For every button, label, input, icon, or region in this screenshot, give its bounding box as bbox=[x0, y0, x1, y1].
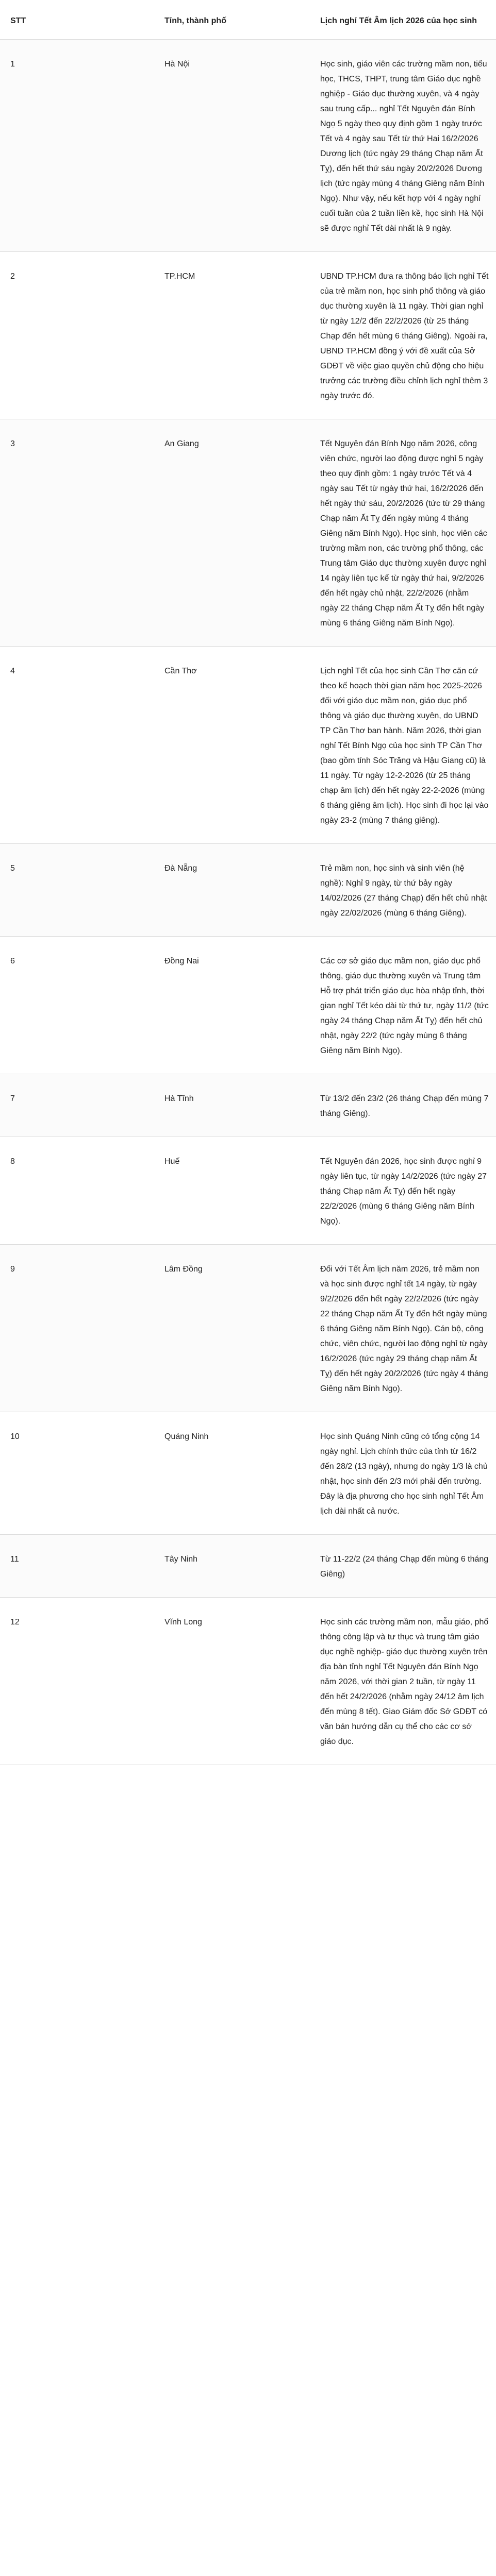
table-row bbox=[0, 844, 496, 937]
table-row bbox=[0, 1137, 496, 1245]
cell-schedule: Học sinh Quảng Ninh cũng có tổng cộng 14 ngày nghỉ. Lịch chính thức của tỉnh từ 16/2 đến 28/2 (13 ngày), nhưng do ngày 1/3 là chủ nhật, học sinh đến 2/3 mới phải đến trường. Đây là địa phương cho học sinh nghỉ Tết Âm lịch dài nhất cả nước. bbox=[308, 1412, 496, 1535]
table-row bbox=[0, 252, 496, 419]
cell-stt: 4 bbox=[0, 647, 154, 844]
cell-province: Cần Thơ bbox=[154, 647, 308, 844]
cell-schedule: Các cơ sở giáo dục mầm non, giáo dục phổ thông, giáo dục thường xuyên và Trung tâm Hỗ trợ phát triển giáo dục hòa nhập tỉnh, thời gian nghỉ Tết kéo dài từ thứ tư, ngày 11/2 (tức ngày 24 tháng Chạp năm Ất Tỵ) đến hết chủ nhật, ngày 22/2 (tức ngày mùng 6 tháng Giêng năm Bính Ngọ). bbox=[308, 937, 496, 1074]
cell-schedule: Tết Nguyên đán Bính Ngọ năm 2026, công viên chức, người lao động được nghỉ 5 ngày theo quy định gồm: 1 ngày trước Tết và 4 ngày sau Tết từ ngày thứ hai, 16/2/2026 đến hết ngày thứ sáu, 20/2/2026 (tức từ 29 tháng Chạp năm Ất Tỵ đến ngày mùng 4 tháng Giêng năm Bính Ngọ). Học sinh, học viên các trường mầm non, các trường phổ thông, các Trung tâm Giáo dục thường xuyên được nghỉ 14 ngày liên tục kể từ ngày thứ hai, 9/2/2026 đến hết ngày chủ nhật, 22/2/2026 (nhằm ngày 22 tháng Chạp năm Ất Tỵ đến hết ngày mùng 6 tháng Giêng năm Bính Ngọ). bbox=[308, 419, 496, 647]
header-province: Tỉnh, thành phố bbox=[154, 0, 308, 40]
cell-schedule: Trẻ mầm non, học sinh và sinh viên (hệ nghề): Nghỉ 9 ngày, từ thứ bảy ngày 14/02/2026 (27 tháng Chạp) đến hết chủ nhật ngày 22/02/2026 (mùng 6 tháng Giêng). bbox=[308, 844, 496, 937]
cell-province: Đồng Nai bbox=[154, 937, 308, 1074]
cell-schedule: Học sinh, giáo viên các trường mầm non, tiểu học, THCS, THPT, trung tâm Giáo dục nghề nghiệp - Giáo dục thường xuyên, và 4 ngày sau trung cấp... nghỉ Tết Nguyên đán Bính Ngọ 5 ngày theo quy định gồm 1 ngày trước Tết và 4 ngày sau Tết từ thứ Hai 16/2/2026 Dương lịch (tức ngày 29 tháng Chạp năm Ất Tỵ), đến hết thứ sáu ngày 20/2/2026 Dương lịch (tức ngày mùng 4 tháng Giêng năm Bính Ngọ). Như vậy, nếu kết hợp với 4 ngày nghỉ cuối tuần của 2 tuần liền kề, học sinh Hà Nội sẽ được nghỉ Tết dài nhất là 9 ngày. bbox=[308, 40, 496, 252]
cell-stt: 7 bbox=[0, 1074, 154, 1137]
table-row bbox=[0, 40, 496, 252]
table-row bbox=[0, 937, 496, 1074]
cell-province: TP.HCM bbox=[154, 252, 308, 419]
cell-stt: 1 bbox=[0, 40, 154, 252]
table-row bbox=[0, 1245, 496, 1412]
cell-province: Tây Ninh bbox=[154, 1535, 308, 1598]
cell-stt: 6 bbox=[0, 937, 154, 1074]
cell-schedule: Đối với Tết Âm lịch năm 2026, trẻ mầm non và học sinh được nghỉ tết 14 ngày, từ ngày 9/2/2026 đến hết ngày 22/2/2026 (tức ngày 22 tháng Chạp năm Ất Tỵ đến hết ngày mùng 6 tháng Giêng năm Bính Ngọ). Cán bộ, công chức, viên chức, người lao động nghỉ từ ngày 16/2/2026 (tức ngày 29 tháng chạp năm Ất Tỵ) đến hết ngày 20/2/2026 (tức ngày 4 tháng Giêng năm Bính Ngọ). bbox=[308, 1245, 496, 1412]
cell-schedule: Từ 11-22/2 (24 tháng Chạp đến mùng 6 tháng Giêng) bbox=[308, 1535, 496, 1598]
cell-stt: 8 bbox=[0, 1137, 154, 1245]
table-row bbox=[0, 647, 496, 844]
cell-province: Vĩnh Long bbox=[154, 1598, 308, 1765]
table-row bbox=[0, 1535, 496, 1598]
cell-stt: 2 bbox=[0, 252, 154, 419]
cell-schedule: Lịch nghỉ Tết của học sinh Cần Thơ căn cứ theo kế hoạch thời gian năm học 2025-2026 đối với giáo dục mầm non, giáo dục phổ thông và giáo dục thường xuyên, do UBND TP Cần Thơ ban hành. Năm 2026, thời gian nghỉ Tết Bính Ngọ của học sinh TP Cần Thơ (bao gồm tỉnh Sóc Trăng và Hậu Giang cũ) là 11 ngày. Từ ngày 12-2-2026 (từ 25 tháng chạp âm lịch) đến hết ngày 22-2-2026 (mùng 6 tháng giêng âm lịch). Học sinh đi học lại vào ngày 23-2 (mùng 7 tháng giêng). bbox=[308, 647, 496, 844]
header-stt: STT bbox=[0, 0, 154, 40]
table-row bbox=[0, 1598, 496, 1765]
table-row bbox=[0, 1412, 496, 1535]
cell-province: Đà Nẵng bbox=[154, 844, 308, 937]
table-header-row bbox=[0, 0, 496, 40]
cell-schedule: Tết Nguyên đán 2026, học sinh được nghỉ 9 ngày liên tục, từ ngày 14/2/2026 (tức ngày 27 tháng Chạp năm Ất Tỵ) đến hết ngày 22/2/2026 (mùng 6 tháng Giêng năm Bính Ngọ). bbox=[308, 1137, 496, 1245]
cell-stt: 5 bbox=[0, 844, 154, 937]
cell-province: Hà Tĩnh bbox=[154, 1074, 308, 1137]
table-row bbox=[0, 1074, 496, 1137]
cell-schedule: Từ 13/2 đến 23/2 (26 tháng Chạp đến mùng 7 tháng Giêng). bbox=[308, 1074, 496, 1137]
cell-stt: 11 bbox=[0, 1535, 154, 1598]
table-body bbox=[0, 40, 496, 1765]
cell-province: Hà Nội bbox=[154, 40, 308, 252]
cell-province: Quảng Ninh bbox=[154, 1412, 308, 1535]
cell-stt: 9 bbox=[0, 1245, 154, 1412]
cell-schedule: UBND TP.HCM đưa ra thông báo lịch nghỉ Tết của trẻ mầm non, học sinh phổ thông và giáo dục thường xuyên là 11 ngày. Thời gian nghỉ từ ngày 12/2 đến 22/2/2026 (từ 25 tháng Chạp đến hết mùng 6 tháng Giêng). Ngoài ra, UBND TP.HCM đồng ý với đề xuất của Sở GDĐT về việc giao quyền chủ động cho hiệu trưởng các trường điều chỉnh lịch nghỉ thêm 3 ngày trước đó. bbox=[308, 252, 496, 419]
cell-schedule: Học sinh các trường mầm non, mẫu giáo, phổ thông công lập và tư thục và trung tâm giáo dục nghề nghiệp- giáo dục thường xuyên trên địa bàn tỉnh nghỉ Tết Nguyên đán Bính Ngọ năm 2026, với thời gian 2 tuần, từ ngày 11 đến hết 24/2/2026 (nhằm ngày 24/12 âm lịch đến mùng 8 tết). Giao Giám đốc Sở GDĐT có văn bản hướng dẫn cụ thể cho các cơ sở giáo dục. bbox=[308, 1598, 496, 1765]
table-row bbox=[0, 419, 496, 647]
cell-stt: 12 bbox=[0, 1598, 154, 1765]
header-schedule: Lịch nghỉ Tết Âm lịch 2026 của học sinh bbox=[308, 0, 496, 40]
cell-province: Lâm Đồng bbox=[154, 1245, 308, 1412]
cell-province: Huế bbox=[154, 1137, 308, 1245]
cell-province: An Giang bbox=[154, 419, 308, 647]
cell-stt: 3 bbox=[0, 419, 154, 647]
cell-stt: 10 bbox=[0, 1412, 154, 1535]
